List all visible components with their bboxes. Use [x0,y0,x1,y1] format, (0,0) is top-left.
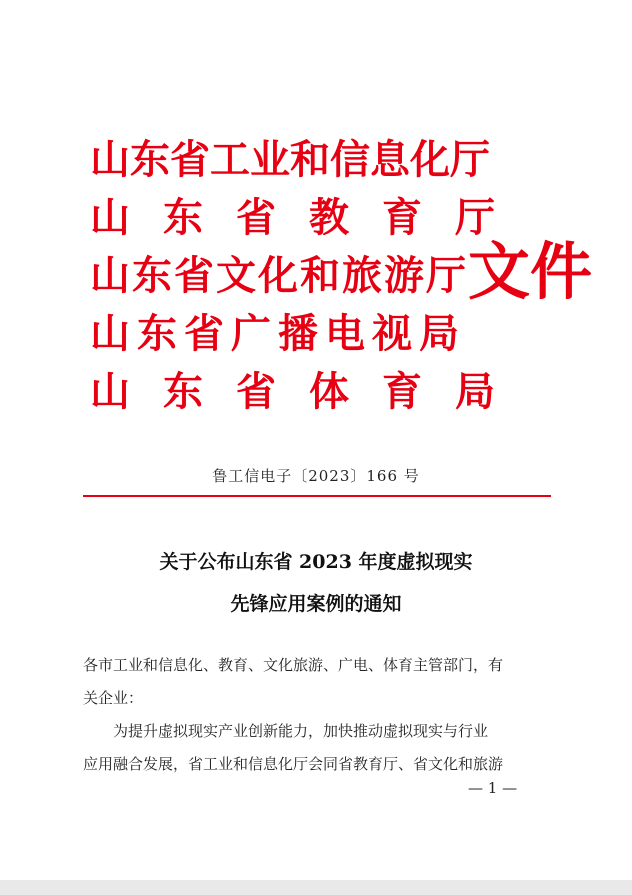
paragraph-line-1: 为提升虚拟现实产业创新能力，加快推动虚拟现实与行业 [113,722,489,740]
page-number: — 1 — [468,779,518,797]
notice-title-line-2: 先锋应用案例的通知 [230,593,402,615]
salutation [83,649,553,715]
issuer-line-1: 山东省工业和信息化厅 [90,136,490,183]
issuer-line-3: 山东省文化和旅游厅 [90,252,468,299]
document-suffix: 文件 [468,235,593,308]
viewer-bottom-strip [0,880,632,895]
issuer-line-4: 山东省广播电视局 [90,310,466,357]
body-paragraph [83,715,553,781]
document-number: 鲁工信电子〔2023〕166 号 [212,467,420,485]
red-divider-line [83,495,551,497]
paragraph-line-2: 应用融合发展，省工业和信息化厅会同省教育厅、省文化和旅游 [83,755,504,773]
salutation-line-2: 关企业： [83,689,144,707]
issuer-line-5: 山东省体育局 [90,368,528,415]
issuer-line-2: 山东省教育厅 [90,194,528,241]
notice-title-line-1: 关于公布山东省 2023 年度虚拟现实 [159,551,473,573]
issuer-header [90,132,593,422]
salutation-line-1: 各市工业和信息化、教育、文化旅游、广电、体育主管部门，有 [83,656,504,674]
